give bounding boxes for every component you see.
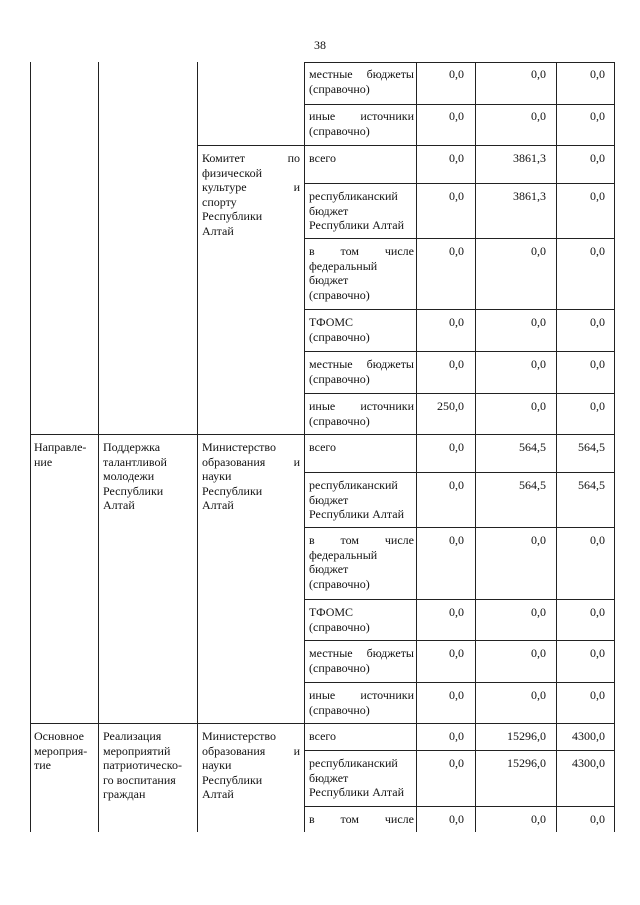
funding-source [309, 315, 414, 344]
page-number: 38 [314, 38, 326, 52]
text-line: иные источники [309, 399, 414, 413]
text-line: ТФОМС [309, 315, 354, 329]
text-line: в том числе [309, 812, 414, 826]
funding-source [309, 357, 414, 386]
amount-cell: 0,0 [531, 244, 546, 258]
text-line: Республики Алтай [309, 785, 404, 799]
text-line: Алтай [202, 223, 234, 238]
amount-cell: 3861,3 [513, 189, 546, 203]
direction-name [103, 440, 195, 513]
amount-cell: 250,0 [437, 399, 464, 413]
text-line: (справочно) [309, 81, 370, 96]
text-line: мероприя- [34, 743, 88, 758]
amount-cell: 0,0 [449, 812, 464, 826]
funding-source [309, 646, 414, 675]
text-line: бюджет [309, 562, 349, 576]
amount-cell: 0,0 [590, 533, 605, 547]
text-line: ние [34, 454, 53, 469]
text-line: бюджет [309, 492, 349, 507]
amount-cell: 0,0 [531, 688, 546, 702]
amount-cell: 0,0 [531, 315, 546, 329]
amount-cell: 0,0 [531, 646, 546, 660]
text-line: республиканский [309, 478, 398, 492]
amount-cell: 0,0 [590, 109, 605, 123]
amount-cell: 0,0 [531, 357, 546, 371]
text-line: (справочно) [309, 287, 370, 302]
amount-cell: 0,0 [590, 67, 605, 81]
text-line: граждан [103, 787, 146, 801]
amount-cell: 0,0 [449, 189, 464, 203]
direction-type [34, 440, 94, 469]
amount-cell: 0,0 [449, 151, 464, 165]
amount-cell: 0,0 [590, 688, 605, 702]
funding-source [309, 478, 414, 522]
text-line: Республики [202, 772, 263, 787]
text-line: талантливой [103, 454, 167, 469]
amount-cell: 564,5 [519, 478, 546, 492]
amount-cell: 564,5 [578, 478, 605, 492]
amount-cell: 0,0 [449, 244, 464, 258]
amount-cell: 0,0 [590, 189, 605, 203]
text-line: республиканский [309, 756, 398, 770]
amount-cell: 0,0 [590, 315, 605, 329]
amount-cell: 564,5 [578, 440, 605, 454]
text-line: (справочно) [309, 371, 370, 386]
funding-source [309, 440, 414, 455]
text-line: всего [309, 729, 337, 743]
text-line: Алтай [103, 498, 135, 512]
amount-cell: 15296,0 [507, 756, 546, 770]
event-executor [202, 729, 300, 802]
text-line: бюджет [309, 770, 349, 785]
text-line: науки [202, 758, 232, 772]
amount-cell: 0,0 [531, 109, 546, 123]
amount-cell: 0,0 [590, 812, 605, 826]
text-line: Основное [34, 729, 84, 743]
amount-cell: 4300,0 [572, 756, 605, 770]
event-name [103, 729, 195, 802]
funding-source [309, 151, 414, 166]
text-line: образования и [202, 454, 300, 469]
text-line: тие [34, 758, 51, 772]
amount-cell: 0,0 [590, 244, 605, 258]
amount-cell: 0,0 [449, 315, 464, 329]
amount-cell: 0,0 [449, 533, 464, 547]
text-line: в том числе [309, 533, 414, 547]
funding-source [309, 399, 414, 428]
text-line: образования и [202, 743, 300, 758]
amount-cell: 0,0 [449, 729, 464, 743]
text-line: иные источники [309, 109, 414, 123]
funding-source [309, 67, 414, 96]
text-line: иные источники [309, 688, 414, 702]
text-line: республиканский [309, 189, 398, 203]
amount-cell: 0,0 [531, 533, 546, 547]
text-line: физической [202, 165, 262, 180]
text-line: культуре и [202, 180, 300, 194]
amount-cell: 0,0 [590, 646, 605, 660]
text-line: науки [202, 469, 232, 483]
text-line: го воспитания [103, 772, 176, 787]
text-line: местные бюджеты [309, 646, 414, 660]
amount-cell: 0,0 [449, 605, 464, 619]
text-line: (справочно) [309, 619, 370, 634]
text-line: Республики Алтай [309, 218, 404, 232]
amount-cell: 0,0 [449, 688, 464, 702]
funding-source [309, 756, 414, 800]
text-line: Республики [202, 483, 263, 498]
direction-executor [202, 440, 300, 513]
amount-cell: 0,0 [531, 605, 546, 619]
text-line: мероприятий [103, 743, 171, 758]
amount-cell: 0,0 [531, 812, 546, 826]
text-line: бюджет [309, 203, 349, 218]
text-line: всего [309, 151, 337, 165]
text-line: молодежи [103, 469, 155, 483]
text-line: (справочно) [309, 576, 370, 591]
funding-source [309, 533, 414, 591]
funding-source [309, 244, 414, 302]
amount-cell: 0,0 [449, 67, 464, 81]
text-line: Поддержка [103, 440, 161, 454]
event-type [34, 729, 94, 773]
amount-cell: 0,0 [531, 399, 546, 413]
text-line: ТФОМС [309, 605, 354, 619]
text-line: патриотическо- [103, 758, 182, 772]
amount-cell: 0,0 [449, 440, 464, 454]
amount-cell: 0,0 [449, 357, 464, 371]
text-line: (справочно) [309, 413, 370, 428]
funding-source [309, 605, 414, 634]
text-line: Алтай [202, 787, 234, 801]
amount-cell: 0,0 [449, 756, 464, 770]
amount-cell: 0,0 [590, 357, 605, 371]
funding-source [309, 688, 414, 717]
text-line: спорту [202, 194, 237, 209]
funding-source [309, 729, 414, 744]
amount-cell: 564,5 [519, 440, 546, 454]
text-line: Министерство [202, 440, 276, 454]
text-line: Направле- [34, 440, 87, 454]
text-line: Комитет по [202, 151, 300, 165]
text-line: (справочно) [309, 702, 370, 717]
amount-cell: 0,0 [590, 399, 605, 413]
amount-cell: 0,0 [449, 646, 464, 660]
text-line: бюджет [309, 273, 349, 287]
text-line: Алтай [202, 498, 234, 512]
text-line: всего [309, 440, 337, 454]
text-line: федеральный [309, 547, 378, 562]
text-line: Республики [103, 483, 164, 498]
amount-cell: 0,0 [531, 67, 546, 81]
funding-source [309, 109, 414, 138]
funding-source [309, 189, 414, 233]
text-line: (справочно) [309, 123, 370, 138]
amount-cell: 15296,0 [507, 729, 546, 743]
amount-cell: 0,0 [449, 478, 464, 492]
amount-cell: 0,0 [590, 151, 605, 165]
text-line: Министерство [202, 729, 276, 743]
text-line: в том числе [309, 244, 414, 258]
text-line: (справочно) [309, 329, 370, 344]
text-line: Республики [202, 209, 263, 223]
text-line: местные бюджеты [309, 357, 414, 371]
text-line: Реализация [103, 729, 162, 743]
executor-committee [202, 151, 300, 238]
text-line: Республики Алтай [309, 507, 404, 521]
text-line: (справочно) [309, 660, 370, 675]
amount-cell: 0,0 [449, 109, 464, 123]
funding-source [309, 812, 414, 827]
amount-cell: 3861,3 [513, 151, 546, 165]
text-line: федеральный [309, 258, 378, 273]
amount-cell: 4300,0 [572, 729, 605, 743]
text-line: местные бюджеты [309, 67, 414, 81]
amount-cell: 0,0 [590, 605, 605, 619]
